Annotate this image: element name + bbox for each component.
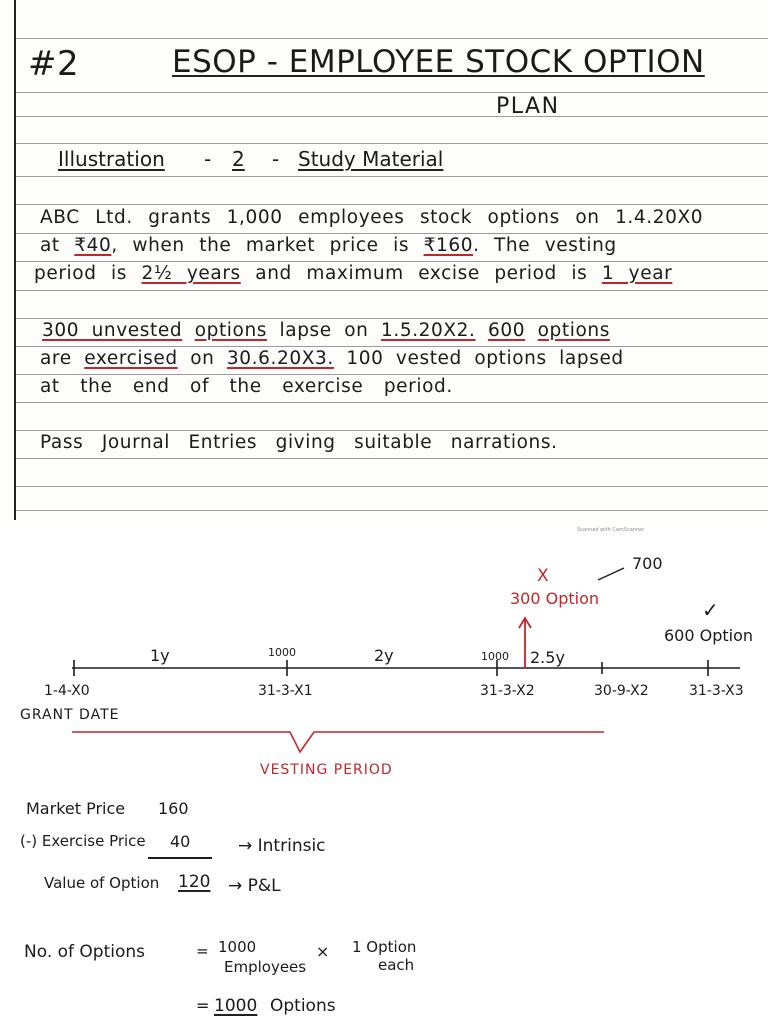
subtraction-rule — [148, 857, 212, 859]
exercised-count-text: 600 — [488, 320, 526, 341]
vesting-period-bracket — [72, 732, 604, 752]
exercise-price-text: ₹40 — [74, 235, 112, 256]
text-at: at — [40, 235, 60, 256]
options-count-label: No. of Options — [24, 942, 146, 962]
vesting-period-label: VESTING PERIOD — [260, 762, 393, 778]
ruled-line — [16, 318, 768, 319]
exercise-date-text: 30.6.20X3. — [226, 348, 334, 369]
pl-arrow-note: → P&L — [228, 876, 281, 896]
grant-date-label: GRANT DATE — [20, 707, 120, 723]
tick-date-label: 31-3-X3 — [689, 683, 744, 699]
tick-date-label: 31-3-X2 — [480, 683, 535, 699]
tick-date-label: 30-9-X2 — [594, 683, 649, 699]
question-line-4 — [42, 320, 610, 341]
employees-count: 1000 — [218, 938, 257, 956]
exercised-options-label: 600 Option — [664, 626, 754, 645]
remaining-options-label: 700 — [632, 554, 663, 573]
text-on: on — [190, 348, 215, 369]
ruled-line — [16, 346, 768, 347]
ruled-line — [16, 374, 768, 375]
illustration-label: Illustration — [58, 147, 165, 171]
ruled-line — [16, 486, 768, 487]
option-value-amount: 120 — [178, 872, 211, 892]
intrinsic-arrow-note: → Intrinsic — [238, 836, 326, 856]
text-period: period is — [34, 263, 127, 284]
ruled-line — [16, 143, 768, 144]
question-instruction: Pass Journal Entries giving suitable narrations. — [40, 432, 558, 453]
ruled-line — [16, 176, 768, 177]
question-line-1: ABC Ltd. grants 1,000 employees stock options on 1.4.20X0 — [40, 207, 704, 228]
page-left-edge — [14, 0, 16, 520]
exercise-price-label: (-) Exercise Price — [20, 832, 146, 850]
result-options-word: Options — [270, 996, 336, 1016]
page-title-continued: PLAN — [496, 94, 560, 119]
subheading-dash: - — [204, 147, 212, 171]
tick-date-label: 1-4-X0 — [44, 683, 90, 699]
segment-label-2y: 2y — [374, 646, 394, 665]
per-employee-each: each — [378, 956, 415, 974]
segment-label-1y: 1y — [150, 646, 170, 665]
result-equals-sign: = — [196, 996, 210, 1015]
multiply-sign: × — [316, 942, 330, 961]
ruled-line — [16, 261, 768, 262]
text-lapse-on: lapse on — [279, 320, 369, 341]
unvested-lapse-text: 300 unvested — [42, 320, 183, 341]
ruled-line — [16, 204, 768, 205]
subheading-dash: - — [272, 147, 280, 171]
illustration-number: 2 — [232, 147, 245, 171]
question-line-5 — [40, 348, 624, 369]
question-line-6: at the end of the exercise period. — [40, 376, 453, 397]
page-gap — [0, 520, 768, 540]
text-are: are — [40, 348, 72, 369]
text-exercise-period: and maximum excise period is — [255, 263, 588, 284]
text-vested-lapsed: 100 vested options lapsed — [346, 348, 624, 369]
market-price-value: 160 — [158, 799, 189, 818]
market-price-label: Market Price — [26, 799, 126, 818]
ruled-line — [16, 458, 768, 459]
lapse-date-text: 1.5.20X2. — [380, 320, 476, 341]
text-options: options — [194, 320, 268, 341]
ruled-line — [16, 116, 768, 117]
question-number: #2 — [28, 44, 80, 84]
text-market: , when the market price is — [111, 235, 410, 256]
market-price-text: ₹160 — [423, 235, 474, 256]
ruled-line — [16, 38, 768, 39]
text-vesting: . The vesting — [473, 235, 617, 256]
ruled-line — [16, 233, 768, 234]
result-options-count: 1000 — [214, 996, 258, 1016]
count-label: 1000 — [268, 646, 296, 659]
exercise-year-text: 1 year — [601, 263, 673, 284]
question-line-2 — [40, 235, 617, 256]
option-value-label: Value of Option — [44, 874, 160, 892]
lapse-options-label: 300 Option — [510, 589, 600, 608]
notebook-page-solution — [0, 540, 768, 1024]
tick-date-label: 31-3-X1 — [258, 683, 313, 699]
per-employee-option: 1 Option — [352, 938, 417, 956]
equals-sign: = — [196, 942, 209, 960]
ruled-line — [16, 92, 768, 93]
vesting-years-text: 2½ years — [141, 263, 241, 284]
ruled-line — [16, 290, 768, 291]
segment-label-2-5y: 2.5y — [530, 648, 565, 667]
question-line-3 — [34, 263, 672, 284]
text-exercised: exercised — [84, 348, 178, 369]
ruled-line — [16, 430, 768, 431]
source-label: Study Material — [298, 147, 444, 171]
remaining-pointer — [598, 568, 624, 580]
scanner-watermark: Scanned with CamScanner — [577, 527, 645, 533]
text-options: options — [537, 320, 610, 341]
employees-word: Employees — [224, 958, 307, 976]
exercise-price-value: 40 — [170, 832, 191, 851]
lapse-cross-mark: X — [537, 566, 549, 586]
ruled-line — [16, 510, 768, 511]
ruled-line — [16, 402, 768, 403]
count-label: 1000 — [481, 650, 509, 663]
page-title: ESOP - EMPLOYEE STOCK OPTION — [172, 44, 705, 80]
exercised-check-mark: ✓ — [702, 598, 719, 622]
